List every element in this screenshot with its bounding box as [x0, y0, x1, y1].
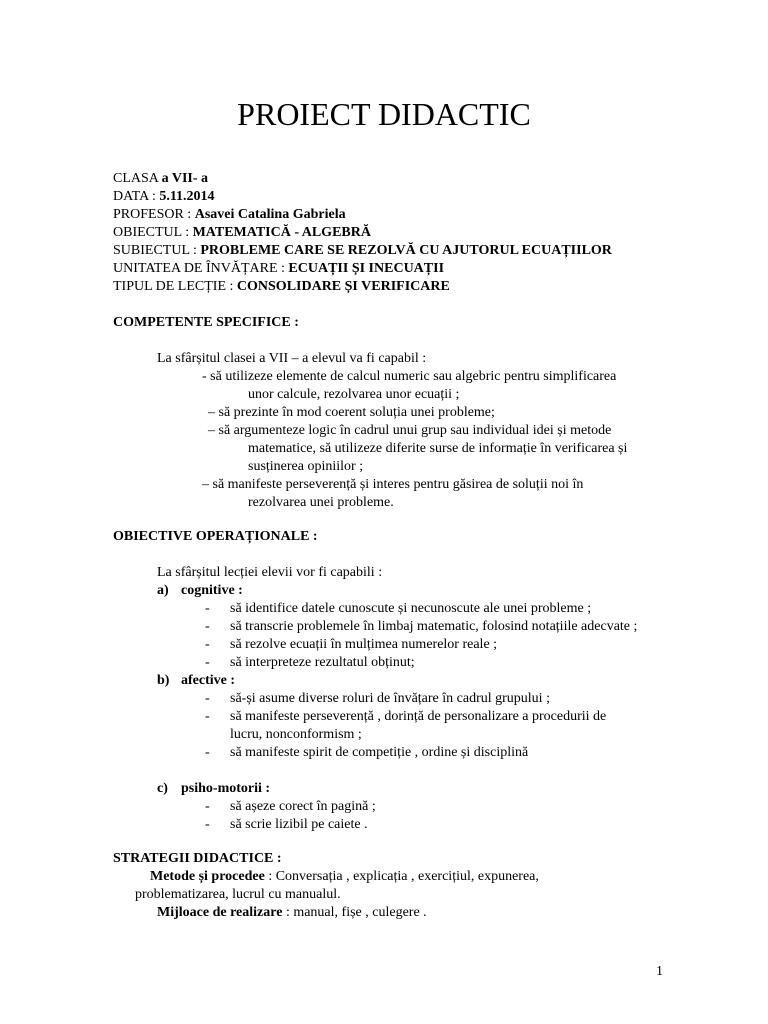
competenta-item: – să prezinte în mod coerent soluția unei probleme; [208, 405, 495, 420]
afective-heading [157, 672, 235, 690]
psihomotorii-heading [157, 780, 270, 798]
mijloace-line [157, 904, 427, 922]
profesor-label: PROFESOR : [113, 207, 195, 222]
metode-line [150, 868, 539, 886]
bullet-dash: - [205, 799, 210, 814]
subiectul-label: SUBIECTUL : [113, 243, 201, 258]
psihomotorii-title: psiho-motorii : [181, 781, 271, 796]
bullet-dash: - [205, 745, 210, 760]
competenta-item-cont: matematice, să utilizeze diferite surse de informație în verificarea și [248, 441, 628, 456]
bullet-dash: - [205, 655, 210, 670]
data-label: DATA : [113, 189, 160, 204]
bullet-dash: - [205, 817, 210, 832]
list-item-text: să-și asume diverse roluri de învățare în cadrul grupului ; [230, 691, 550, 706]
mijloace-label: Mijloace de realizare [157, 905, 283, 920]
lesson-header [113, 170, 612, 296]
obiectul-value: MATEMATICĂ - ALGEBRĂ [192, 225, 371, 240]
competenta-item-cont: rezolvarea unei probleme. [248, 495, 394, 510]
subiectul-value: PROBLEME CARE SE REZOLVĂ CU AJUTORUL ECUAȚIILOR [200, 243, 612, 258]
list-item-text: să interpreteze rezultatul obținut; [230, 655, 415, 670]
unitatea-line [113, 260, 612, 278]
mijloace-text: : manual, fișe , culegere . [282, 905, 427, 920]
obiective-intro: La sfârșitul lecției elevii vor fi capabili : [157, 565, 383, 580]
unitatea-value: ECUAȚII ȘI INECUAȚII [288, 261, 445, 276]
competenta-item: – să argumenteze logic în cadrul unui grup sau individual idei și metode [208, 423, 612, 438]
clasa-value: a VII- a [161, 171, 209, 186]
competenta-item: - să utilizeze elemente de calcul numeric sau algebric pentru simplificarea [202, 369, 617, 384]
tipul-label: TIPUL DE LECȚIE : [113, 279, 237, 294]
competenta-item-cont: unor calcule, rezolvarea unor ecuații ; [248, 387, 460, 402]
bullet-dash: - [205, 637, 210, 652]
list-item-text: să rezolve ecuații în mulțimea numerelor reale ; [230, 637, 498, 652]
bullet-dash: - [205, 619, 210, 634]
bullet-dash: - [205, 709, 210, 724]
profesor-value: Asavei Catalina Gabriela [194, 207, 346, 222]
cognitive-title: cognitive : [181, 583, 243, 598]
tipul-line [113, 278, 612, 296]
tipul-value: CONSOLIDARE ȘI VERIFICARE [236, 279, 450, 294]
metode-label: Metode și procedee [150, 869, 265, 884]
clasa-label: CLASA [113, 171, 162, 186]
psihomotorii-letter: c) [157, 781, 168, 796]
competenta-item-cont: susținerea opiniilor ; [248, 459, 364, 474]
metode-line-cont: problematizarea, lucrul cu manualul. [135, 887, 341, 902]
competente-heading: COMPETENTE SPECIFICE : [113, 315, 299, 330]
obiective-heading: OBIECTIVE OPERAȚIONALE : [113, 529, 318, 544]
cognitive-heading [157, 582, 243, 600]
afective-letter: b) [157, 673, 170, 688]
cognitive-letter: a) [157, 583, 169, 598]
data-line [113, 188, 612, 206]
competente-intro: La sfârșitul clasei a VII – a elevul va fi capabil : [157, 351, 427, 366]
afective-title: afective : [181, 673, 236, 688]
subiectul-line [113, 242, 612, 260]
bullet-dash: - [205, 601, 210, 616]
list-item-text: să manifeste spirit de competiție , ordine și disciplină [230, 745, 529, 760]
metode-text: : Conversația , explicația , exercițiul, expunerea, [264, 869, 539, 884]
strategii-heading: STRATEGII DIDACTICE : [113, 851, 282, 866]
unitatea-label: UNITATEA DE ÎNVĂȚARE : [113, 261, 289, 276]
profesor-line [113, 206, 612, 224]
list-item-text: să manifeste perseverență , dorință de personalizare a procedurii de [230, 709, 607, 724]
list-item-text: să scrie lizibil pe caiete . [230, 817, 368, 832]
list-item-text: să identifice datele cunoscute și necunoscute ale unei probleme ; [230, 601, 592, 616]
obiectul-label: OBIECTUL : [113, 225, 193, 240]
obiectul-line [113, 224, 612, 242]
bullet-dash: - [205, 691, 210, 706]
clasa-line [113, 170, 612, 188]
list-item-text: să așeze corect în pagină ; [230, 799, 376, 814]
competenta-item: – să manifeste perseverență și interes pentru găsirea de soluții noi în [202, 477, 584, 492]
page-number: 1 [656, 964, 663, 979]
page-title: PROIECT DIDACTIC [237, 96, 531, 132]
list-item-cont: lucru, nonconformism ; [230, 727, 362, 742]
data-value: 5.11.2014 [159, 189, 215, 204]
list-item-text: să transcrie problemele în limbaj matematic, folosind notațiile adecvate ; [230, 619, 638, 634]
